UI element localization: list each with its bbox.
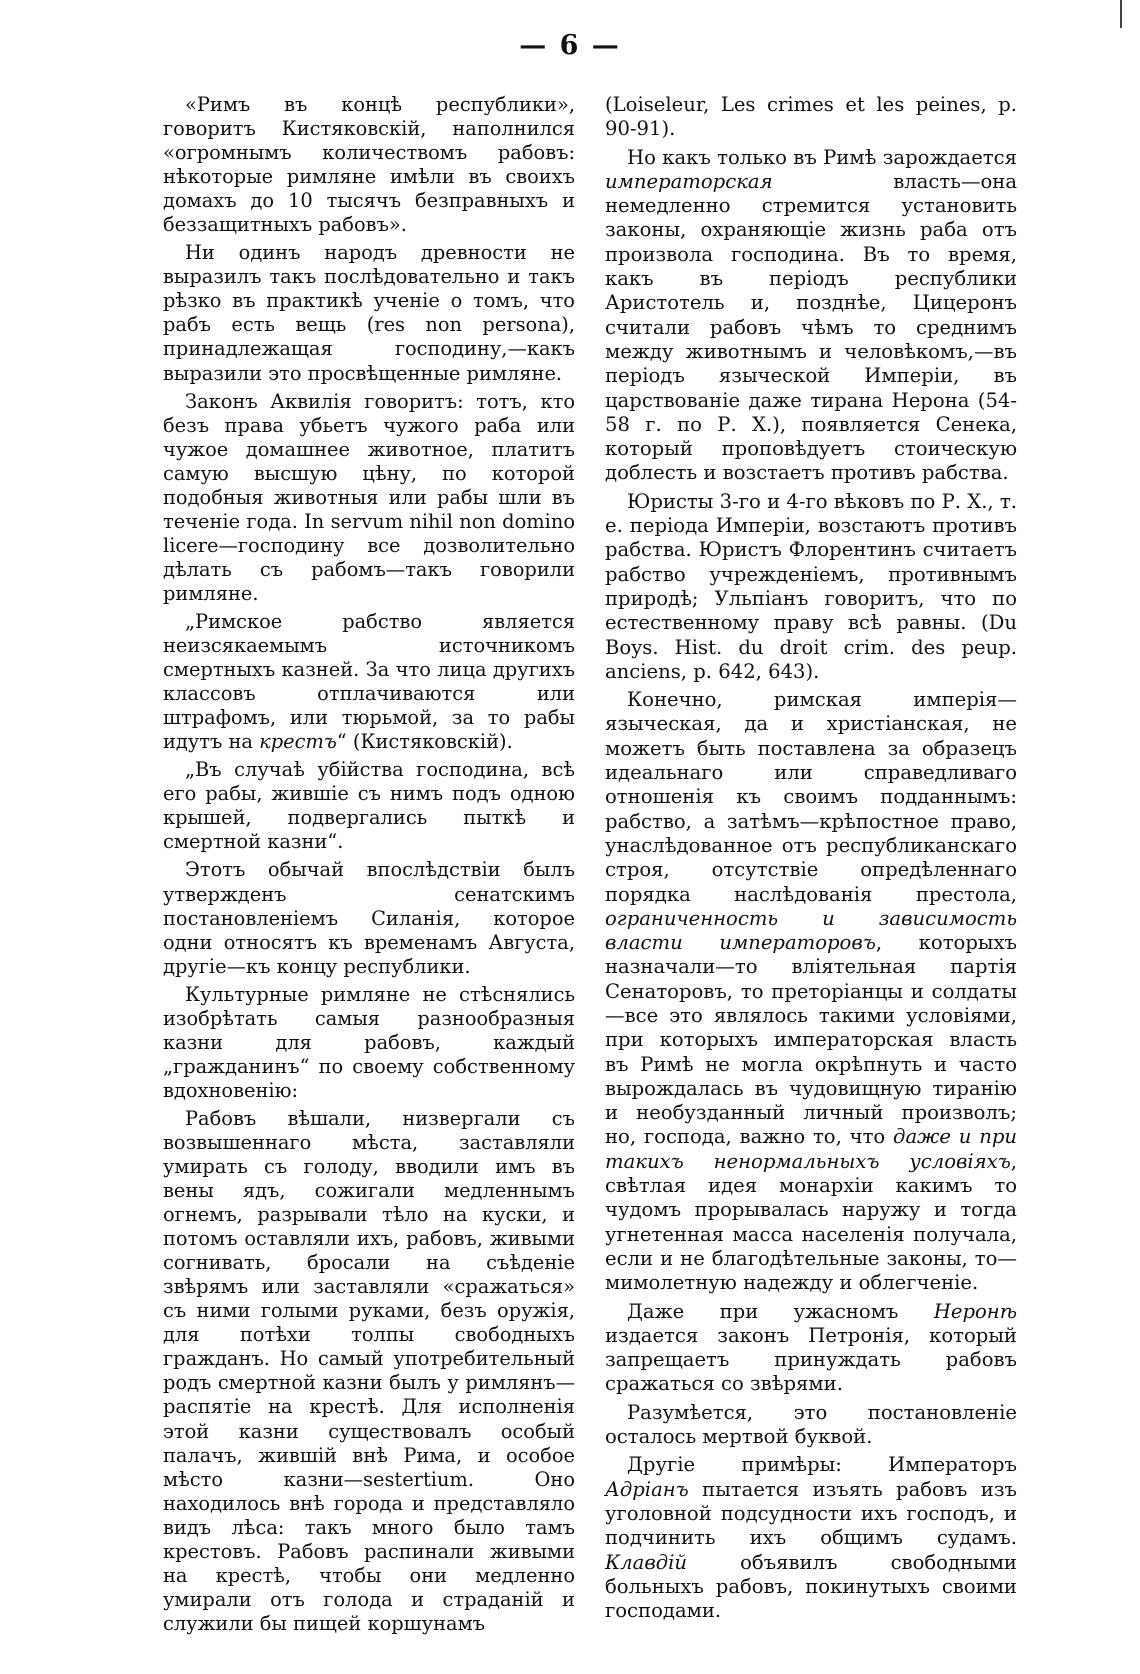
page-edge-line (1120, 0, 1122, 28)
italic-phrase: даже и при такихъ ненормальныхъ условіяхъ (605, 1125, 1018, 1173)
text-span: , которыхъ назначали—то вліятельная партія Сенаторовъ, то преторіанцы и солдаты—все это являлось такими условіями, при которыхъ императорская власть въ Римѣ не могла окрѣпнуть и часто вырождалась въ чудовищную тиранію и необузданный личный произволъ; но, господа, важно то, что (605, 931, 1017, 1149)
italic-term: императорская (605, 169, 773, 193)
paragraph: Рабовъ вѣшали, низвергали съ возвышеннаго мѣста, заставляли умирать съ голоду, вводили имъ въ вены ядъ, сожигали медленнымъ огнемъ, разрывали тѣло на куски, и потомъ оставляли ихъ, рабовъ, живыми согнивать, бросали на съѣденіе звѣрямъ или заставляли «сражаться» съ ними голыми руками, безъ оружія, для потѣхи толпы свободныхъ гражданъ. Но самый употребительный родъ смертной казни былъ у римлянъ—распятіе на крестѣ. Для исполненія этой казни существовалъ особый палачъ, жившій внѣ Рима, и особое мѣсто казни—sestertium. Оно находилось внѣ города и представляло видъ лѣса: такъ много было тамъ крестовъ. Рабовъ распинали живыми на крестѣ, чтобы они медленно умирали отъ голода и страданій и служили бы пищей коршунамъ (163, 1106, 575, 1635)
right-text-column (605, 93, 1017, 1627)
text-span: Конечно, римская имперія—языческая, да и христіанская, не можетъ быть поставлена за образецъ идеальнаго или справедливаго отношенія къ своимъ подданнымъ: рабство, а затѣмъ—крѣпостное право, унаслѣдованное отъ республиканскаго строя, отсутствіе опредѣленнаго порядка наслѣдованія престола, (605, 688, 1017, 906)
paragraph (605, 1453, 1017, 1623)
text-span: Другіе примѣры: Императоръ (627, 1453, 1017, 1477)
italic-term: Неронѣ (933, 1299, 1017, 1323)
paragraph: Разумѣется, это постановленіе осталось мертвой буквой. (605, 1400, 1017, 1449)
text-span: пытается изъять рабовъ изъ уголовной подсудности ихъ господъ, и подчинить ихъ общимъ судамъ. (605, 1477, 1017, 1550)
paragraph: Ни одинъ народъ древности не выразилъ такъ послѣдовательно и такъ рѣзко въ практикѣ ученіе о томъ, что рабъ есть вещь (res non persona), принадлежащая господину,—какъ выразили это просвѣщенные римляне. (163, 241, 575, 385)
paragraph (605, 688, 1017, 1295)
text-span: Даже при ужасномъ (627, 1299, 934, 1323)
text-span: издается законъ Петронія, который запрещаетъ принуждать рабовъ сражаться со звѣрями. (605, 1323, 1017, 1396)
text-span: власть—она немедленно стремится установить законы, охраняющіе жизнь раба отъ произвола господина. Въ то время, какъ въ періодъ республики Аристотель и, позднѣе, Цицеронъ считали рабовъ чѣмъ то среднимъ между животнымъ и человѣкомъ,—въ періодъ языческой Имперіи, въ царствованіе даже тирана Нерона (54-58 г. по Р. X.), появляется Сенека, который проповѣдуетъ стоическую доблесть и возстаетъ противъ рабства. (605, 169, 1017, 485)
italic-term: Клавдій (605, 1550, 688, 1574)
text-span: объявилъ свободными больныхъ рабовъ, покинутыхъ своими господами. (605, 1550, 1017, 1623)
text-span: „Римское рабство является неизсякаемымъ источникомъ смертныхъ казней. За что лица другихъ классовъ отплачиваются или штрафомъ, или тюрьмой, за то рабы идутъ на (163, 609, 575, 754)
paragraph: Юристы 3-го и 4-го вѣковъ по Р. X., т. е. періода Имперіи, возстаютъ противъ рабства. Юристъ Флорентинъ считаетъ рабство учрежденіемъ, противнымъ природѣ; Ульпіанъ говоритъ, что по естественному праву всѣ равны. (Du Boys. Hist. du droit crim. des peup. anciens, p. 642, 643). (605, 489, 1017, 683)
paragraph: Этотъ обычай впослѣдствіи былъ утвержденъ сенатскимъ постановленіемъ Силанія, которое одни относятъ къ временамъ Августа, другіе—къ концу республики. (163, 858, 575, 978)
paragraph: Законъ Аквилія говоритъ: тотъ, кто безъ права убьетъ чужого раба или чужое домашнее животное, платитъ самую высшую цѣну, по которой подобныя животныя или рабы шли въ теченіе года. In servum nihil non domino licere—господину все дозволительно дѣлать съ рабомъ—такъ говорили римляне. (163, 389, 575, 605)
italic-term: Адріанъ (605, 1477, 689, 1501)
paragraph (605, 146, 1017, 486)
paragraph: „Въ случаѣ убійства господина, всѣ его рабы, жившіе съ нимъ подъ одною крышей, подвергались пыткѣ и смертной казни“. (163, 758, 575, 854)
paragraph: «Римъ въ концѣ республики», говоритъ Кистяковскій, наполнился «огромнымъ количествомъ рабовъ: нѣкоторые римляне имѣли въ своихъ домахъ до 10 тысячъ безправныхъ и беззащитныхъ рабовъ». (163, 93, 575, 237)
text-span: Но какъ только въ Римѣ зарождается (627, 145, 1017, 169)
italic-phrase: ограниченность и зависимость власти императоровъ (605, 906, 1017, 955)
italic-term: крестъ (259, 730, 337, 754)
page-number: — 6 — (519, 30, 621, 61)
left-text-column (163, 93, 575, 1640)
paragraph (605, 1300, 1017, 1397)
text-span: “ (Кистяковскій). (336, 730, 513, 754)
paragraph (163, 610, 575, 754)
text-span: , свѣтлая идея монархіи какимъ то чудомъ прорывалась наружу и тогда угнетенная масса населенія получала, если и не благодѣтельные законы, то—мимолетную надежду и облегченіе. (605, 1149, 1017, 1295)
paragraph-continuation: (Loiseleur, Les crimes et les peines, p. 90-91). (605, 93, 1017, 141)
paragraph: Культурные римляне не стѣснялись изобрѣтать самыя разнообразныя казни для рабовъ, каждый „гражданинъ“ по своему собственному вдохновенію: (163, 982, 575, 1102)
